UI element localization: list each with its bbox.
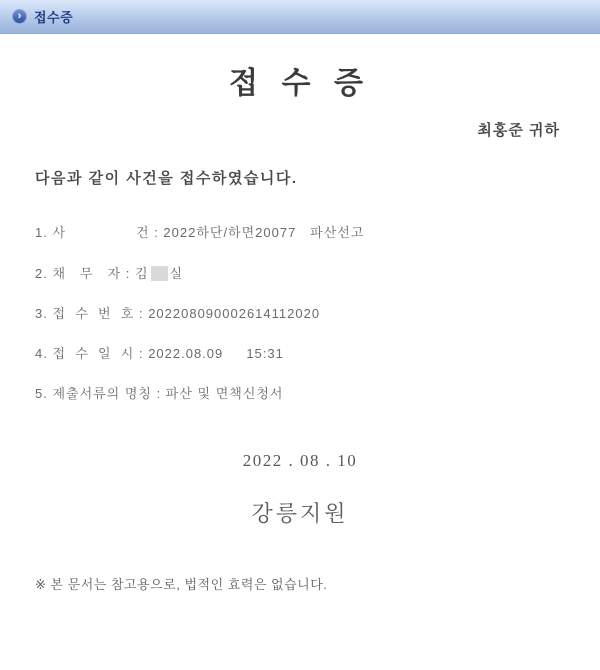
issue-date: 2022 . 08 . 10 [242, 451, 358, 470]
redacted-name-mask [151, 266, 168, 281]
receipt-item-list [35, 226, 565, 401]
recipient-line: 최홍준 귀하 [477, 122, 560, 139]
court-name: 강릉지원 [251, 501, 349, 526]
item-case: 1. 사 건 : 2022하단/하면20077 파산선고 [35, 225, 365, 240]
item-receipt-datetime: 4. 접 수 일 시 : 2022.08.09 15:31 [35, 346, 284, 361]
item-receipt-number: 3. 접 수 번 호 : 202208090002614112020 [35, 306, 321, 321]
page-header-bar [0, 0, 600, 34]
page-header-title: 접수증 [34, 10, 74, 25]
disclaimer-note: ※ 본 문서는 참고용으로, 법적인 효력은 없습니다. [35, 577, 328, 592]
item-debtor-prefix: 2. 채 무 자 : 김 [35, 266, 149, 281]
item-debtor [35, 266, 565, 281]
chevron-right-circle-icon: › [12, 9, 27, 24]
intro-sentence: 다음과 같이 사건을 접수하였습니다. [35, 170, 298, 187]
item-submitted-document: 5. 제출서류의 명칭 : 파산 및 면책신청서 [35, 386, 284, 401]
item-debtor-suffix: 실 [169, 266, 184, 281]
receipt-document [0, 58, 600, 593]
document-title: 접 수 증 [229, 67, 371, 100]
